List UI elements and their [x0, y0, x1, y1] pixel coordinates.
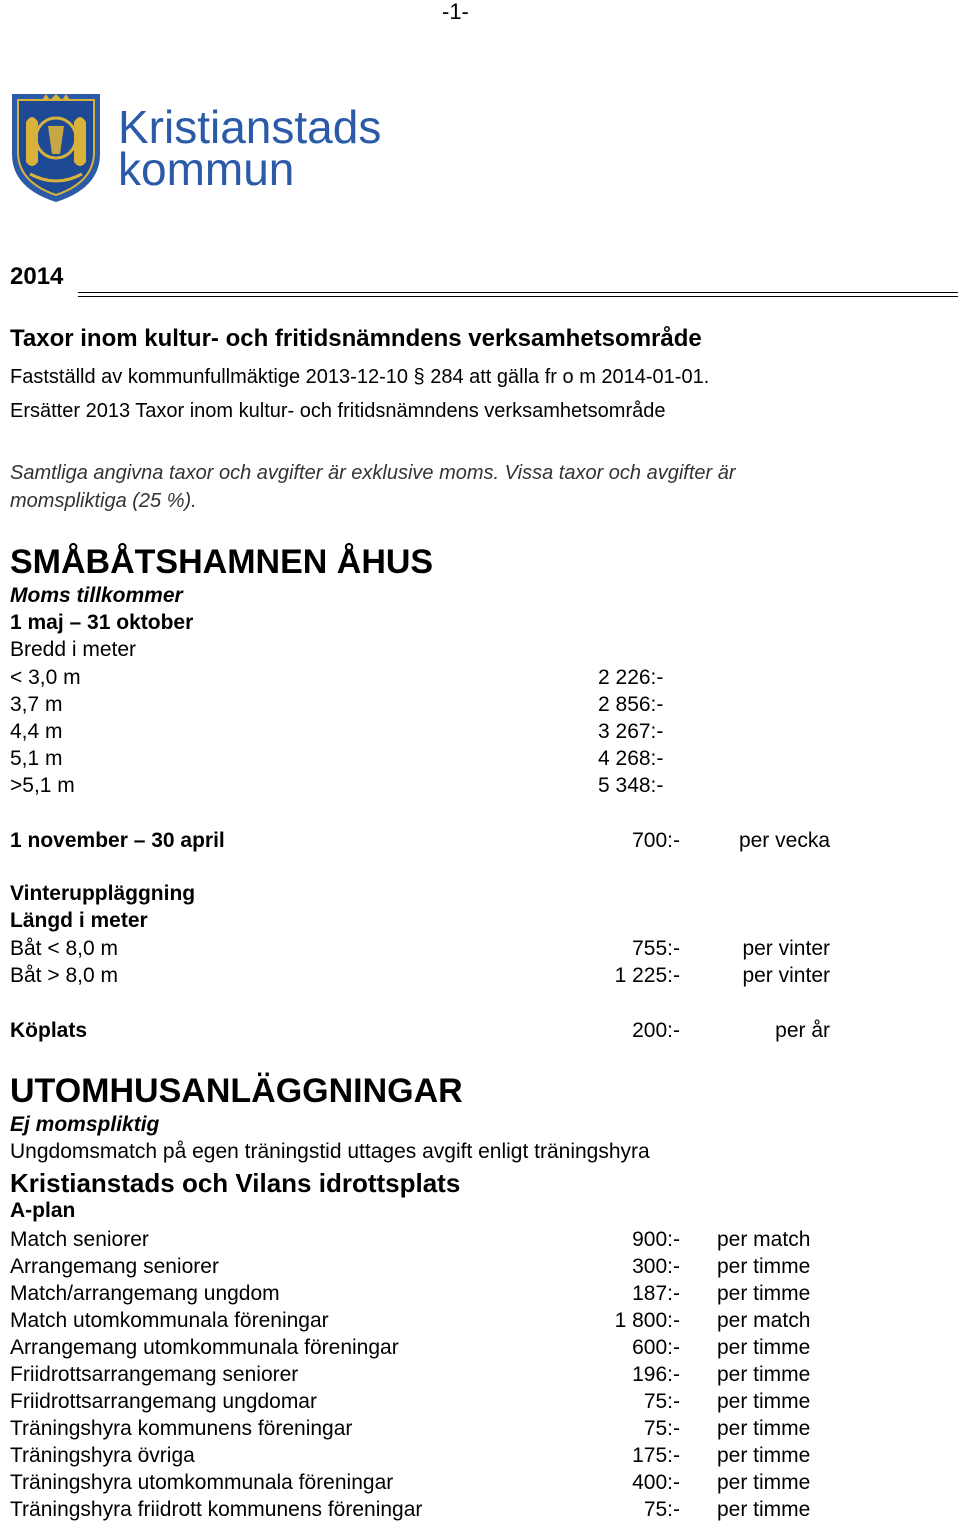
row-amount: 5 348:- [598, 774, 664, 797]
vat-note-line-2: momspliktiga (25 %). [10, 490, 197, 512]
row-label: Träningshyra utomkommunala föreningar [10, 1471, 394, 1494]
row-amount: 600:- [632, 1336, 680, 1359]
row-amount: 300:- [632, 1255, 680, 1278]
coat-of-arms-icon [8, 92, 104, 204]
row-unit: per vinter [742, 964, 830, 987]
row-label: Båt > 8,0 m [10, 964, 118, 987]
harbor-width-label: Bredd i meter [10, 638, 137, 661]
row-label: >5,1 m [10, 774, 75, 797]
row-label: Arrangemang seniorer [10, 1255, 219, 1278]
row-label: 1 november – 30 april [10, 829, 225, 852]
intro-line-1: Fastställd av kommunfullmäktige 2013-12-10 § 284 att gälla fr o m 2014-01-01. [10, 366, 710, 388]
fee-row [10, 1253, 830, 1280]
row-amount: 200:- [632, 1019, 680, 1042]
kristianstads-kommun-logo [8, 92, 408, 207]
harbor-heading: SMÅBÅTSHAMNEN ÅHUS [10, 543, 434, 581]
row-label: Match utomkommunala föreningar [10, 1309, 329, 1332]
row-amount: 75:- [643, 1390, 680, 1413]
row-label: Friidrottsarrangemang ungdomar [10, 1390, 317, 1413]
row-amount: 4 268:- [598, 747, 664, 770]
row-label: Match/arrangemang ungdom [10, 1282, 280, 1305]
harbor-row [10, 745, 830, 772]
row-unit: per timme [717, 1363, 811, 1386]
length-label: Längd i meter [10, 909, 148, 932]
row-unit: per vecka [738, 829, 830, 852]
intro-line-2: Ersätter 2013 Taxor inom kultur- och fritidsnämndens verksamhetsområde [10, 400, 666, 422]
fee-row [10, 1226, 830, 1253]
document-title: Taxor inom kultur- och fritidsnämndens verksamhetsområde [10, 325, 702, 352]
harbor-row [10, 718, 830, 745]
row-unit: per timme [717, 1444, 811, 1467]
fee-row [10, 1388, 830, 1415]
row-label: Träningshyra övriga [10, 1444, 195, 1467]
harbor-vat: Moms tillkommer [10, 584, 183, 607]
row-unit: per timme [717, 1471, 811, 1494]
plan-label: A-plan [10, 1199, 76, 1222]
row-label: Båt < 8,0 m [10, 937, 118, 960]
row-amount: 175:- [632, 1444, 680, 1467]
vat-note-line-1: Samtliga angivna taxor och avgifter är exklusive moms. Vissa taxor och avgifter är [10, 462, 736, 484]
row-amount: 700:- [632, 829, 680, 852]
row-amount: 187:- [632, 1282, 680, 1305]
row-amount: 755:- [632, 937, 680, 960]
row-label: Köplats [10, 1019, 88, 1042]
row-label: Träningshyra kommunens föreningar [10, 1417, 353, 1440]
row-amount: 900:- [632, 1228, 680, 1251]
page-number: -1- [442, 0, 469, 24]
row-unit: per match [717, 1309, 811, 1332]
outdoor-heading: UTOMHUSANLÄGGNINGAR [10, 1072, 463, 1110]
row-amount: 1 225:- [614, 964, 680, 987]
harbor-row [10, 664, 830, 691]
offseason-row [10, 827, 830, 854]
winter-row [10, 962, 830, 989]
row-amount: 196:- [632, 1363, 680, 1386]
row-unit: per timme [717, 1255, 811, 1278]
row-amount: 2 856:- [598, 693, 664, 716]
outdoor-vat: Ej momspliktig [10, 1113, 160, 1136]
row-label: Friidrottsarrangemang seniorer [10, 1363, 299, 1386]
fee-row [10, 1442, 830, 1469]
row-unit: per timme [717, 1282, 811, 1305]
row-amount: 400:- [632, 1471, 680, 1494]
row-label: < 3,0 m [10, 666, 81, 689]
row-unit: per år [775, 1019, 830, 1042]
harbor-row [10, 691, 830, 718]
row-unit: per timme [717, 1417, 811, 1440]
row-label: Träningshyra friidrott kommunens föreningar [10, 1498, 423, 1521]
document-year: 2014 [10, 263, 64, 290]
queue-row [10, 1017, 830, 1044]
winter-heading: Vinteruppläggning [10, 882, 196, 905]
row-amount: 3 267:- [598, 720, 664, 743]
row-amount: 75:- [643, 1498, 680, 1521]
row-label: Arrangemang utomkommunala föreningar [10, 1336, 399, 1359]
harbor-row [10, 772, 830, 799]
header-rule-bottom [78, 296, 958, 297]
fee-row [10, 1361, 830, 1388]
venue-heading: Kristianstads och Vilans idrottsplats [10, 1168, 461, 1198]
logo-text-kristianstads: Kristianstads [118, 101, 382, 153]
harbor-season: 1 maj – 31 oktober [10, 611, 194, 634]
row-amount: 2 226:- [598, 666, 664, 689]
row-label: 5,1 m [10, 747, 63, 770]
row-unit: per vinter [742, 937, 830, 960]
youth-note: Ungdomsmatch på egen träningstid uttages avgift enligt träningshyra [10, 1140, 650, 1163]
fee-row [10, 1469, 830, 1496]
fee-row [10, 1334, 830, 1361]
row-label: Match seniorer [10, 1228, 149, 1251]
row-unit: per match [717, 1228, 811, 1251]
row-unit: per timme [717, 1498, 811, 1521]
fee-row [10, 1307, 830, 1334]
row-label: 4,4 m [10, 720, 63, 743]
fee-row [10, 1280, 830, 1307]
row-amount: 1 800:- [614, 1309, 680, 1332]
winter-row [10, 935, 830, 962]
row-unit: per timme [717, 1390, 811, 1413]
row-amount: 75:- [643, 1417, 680, 1440]
row-unit: per timme [717, 1336, 811, 1359]
row-label: 3,7 m [10, 693, 63, 716]
logo-text-kommun: kommun [118, 143, 295, 195]
header-rule-top [78, 292, 958, 293]
fee-row [10, 1496, 830, 1523]
fee-row [10, 1415, 830, 1442]
